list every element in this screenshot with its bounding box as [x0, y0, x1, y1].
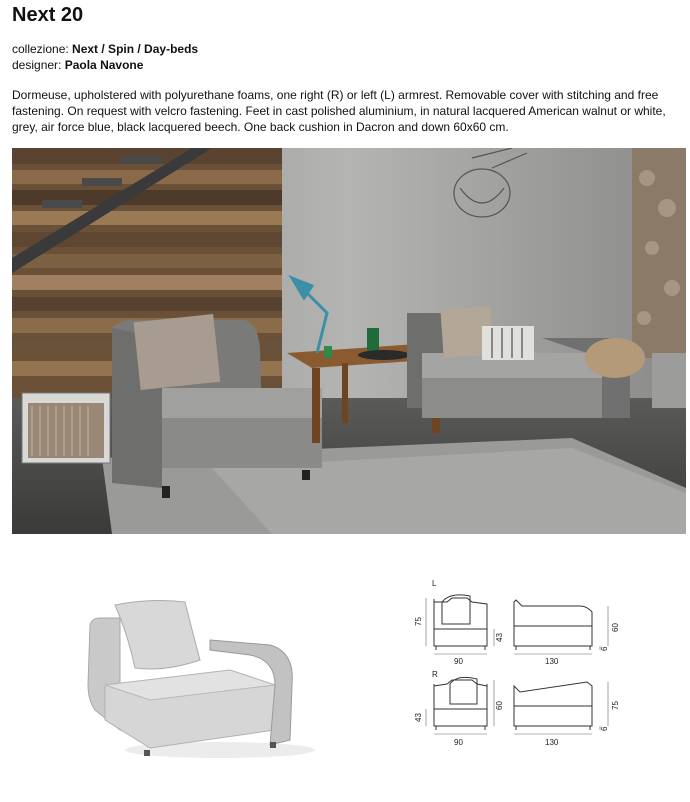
collection-line [12, 42, 198, 56]
dim-left-foot: 6 [600, 646, 609, 651]
designer-line [12, 58, 143, 72]
technical-drawings [412, 574, 622, 764]
side-box [652, 353, 686, 408]
dim-left-height: 75 [414, 617, 423, 626]
dim-left-side: 60 [611, 623, 620, 632]
dim-left-seat: 43 [495, 633, 504, 642]
lifestyle-photo [12, 148, 686, 534]
collection-label: collezione: [12, 42, 69, 56]
designer-value: Paola Navone [64, 58, 144, 72]
dim-right-width: 90 [454, 738, 463, 747]
dim-left-length: 130 [545, 657, 559, 666]
dim-left-width: 90 [454, 657, 463, 666]
magazine-basket [22, 393, 110, 463]
dim-right-length: 130 [545, 738, 559, 747]
drawing-label-left: L [432, 579, 437, 588]
designer-label: designer: [12, 58, 62, 72]
collection-value: Next / Spin / Day-beds [72, 42, 199, 56]
product-photo [80, 590, 320, 760]
product-description: Dormeuse, upholstered with polyurethane foams, one right (R) or left (L) armrest. Removable cover with stitching and free fastening. On request with velcro fastening. Feet in cast polished aluminium, in natural lacquered American walnut or white, grey, air force blue, black lacquered beech. One back cushion in Dacron and down 60x60 cm. [12, 88, 666, 134]
dim-right-seat: 43 [414, 713, 423, 722]
dim-right-foot: 6 [600, 726, 609, 731]
pouf [585, 338, 645, 378]
page-title: Next 20 [12, 4, 84, 26]
dim-right-back: 60 [495, 701, 504, 710]
drawing-label-right: R [432, 670, 438, 679]
dim-right-height: 75 [611, 701, 620, 710]
